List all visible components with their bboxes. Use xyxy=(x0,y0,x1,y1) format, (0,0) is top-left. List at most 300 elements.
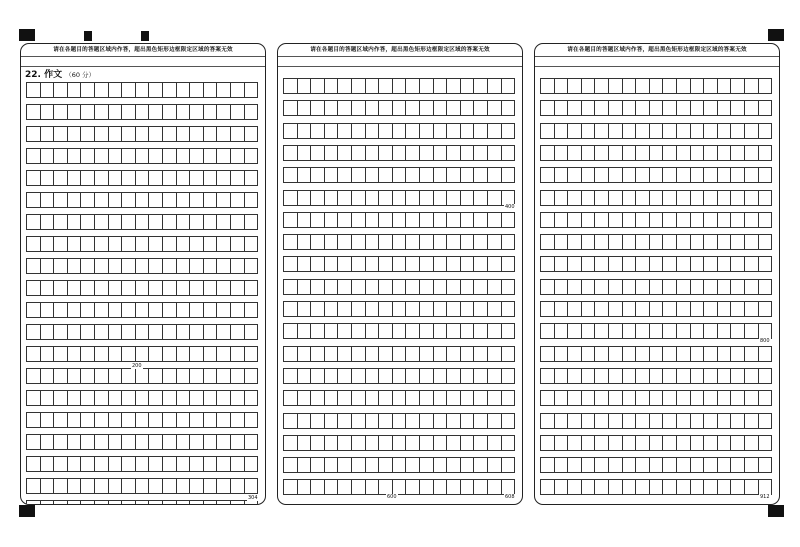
writing-cell[interactable] xyxy=(623,391,637,405)
writing-cell[interactable] xyxy=(136,215,150,229)
writing-cell[interactable] xyxy=(420,146,434,160)
writing-cell[interactable] xyxy=(582,191,596,205)
writing-cell[interactable] xyxy=(461,101,475,115)
writing-cell[interactable] xyxy=(27,215,41,229)
writing-cell[interactable] xyxy=(731,191,745,205)
writing-cell[interactable] xyxy=(663,347,677,361)
writing-cell[interactable] xyxy=(366,213,380,227)
writing-cell[interactable] xyxy=(474,414,488,428)
writing-cell[interactable] xyxy=(434,280,448,294)
writing-cell[interactable] xyxy=(27,83,41,97)
writing-cell[interactable] xyxy=(731,79,745,93)
writing-cell[interactable] xyxy=(731,213,745,227)
writing-cell[interactable] xyxy=(352,168,366,182)
writing-cell[interactable] xyxy=(204,457,218,471)
writing-cell[interactable] xyxy=(122,215,136,229)
writing-cell[interactable] xyxy=(284,191,298,205)
writing-cell[interactable] xyxy=(245,149,258,163)
writing-cell[interactable] xyxy=(663,146,677,160)
writing-cell[interactable] xyxy=(582,480,596,494)
writing-cell[interactable] xyxy=(204,215,218,229)
writing-cell[interactable] xyxy=(41,501,55,505)
writing-cell[interactable] xyxy=(636,101,650,115)
writing-cell[interactable] xyxy=(650,414,664,428)
writing-cell[interactable] xyxy=(434,458,448,472)
writing-cell[interactable] xyxy=(136,149,150,163)
writing-cell[interactable] xyxy=(231,127,245,141)
writing-cell[interactable] xyxy=(759,235,772,249)
writing-cell[interactable] xyxy=(568,324,582,338)
writing-cell[interactable] xyxy=(677,101,691,115)
writing-cell[interactable] xyxy=(595,235,609,249)
writing-cell[interactable] xyxy=(136,479,150,493)
writing-cell[interactable] xyxy=(636,280,650,294)
writing-cell[interactable] xyxy=(420,213,434,227)
writing-cell[interactable] xyxy=(759,391,772,405)
writing-cell[interactable] xyxy=(41,435,55,449)
writing-cell[interactable] xyxy=(136,193,150,207)
writing-cell[interactable] xyxy=(81,369,95,383)
writing-cell[interactable] xyxy=(41,149,55,163)
writing-cell[interactable] xyxy=(245,193,258,207)
writing-cell[interactable] xyxy=(177,259,191,273)
writing-cell[interactable] xyxy=(691,280,705,294)
writing-cell[interactable] xyxy=(488,79,502,93)
writing-cell[interactable] xyxy=(95,325,109,339)
writing-cell[interactable] xyxy=(393,191,407,205)
writing-cell[interactable] xyxy=(81,193,95,207)
writing-cell[interactable] xyxy=(136,325,150,339)
writing-cell[interactable] xyxy=(461,458,475,472)
writing-cell[interactable] xyxy=(555,480,569,494)
writing-cell[interactable] xyxy=(745,391,759,405)
writing-cell[interactable] xyxy=(663,280,677,294)
writing-cell[interactable] xyxy=(568,480,582,494)
writing-cell[interactable] xyxy=(474,436,488,450)
writing-cell[interactable] xyxy=(488,436,502,450)
writing-cell[interactable] xyxy=(636,414,650,428)
writing-cell[interactable] xyxy=(759,101,772,115)
writing-cell[interactable] xyxy=(284,369,298,383)
writing-cell[interactable] xyxy=(352,257,366,271)
writing-cell[interactable] xyxy=(204,325,218,339)
writing-cell[interactable] xyxy=(81,303,95,317)
writing-cell[interactable] xyxy=(177,501,191,505)
writing-cell[interactable] xyxy=(245,259,258,273)
writing-cell[interactable] xyxy=(68,105,82,119)
writing-cell[interactable] xyxy=(677,391,691,405)
writing-cell[interactable] xyxy=(122,127,136,141)
writing-cell[interactable] xyxy=(623,347,637,361)
writing-cell[interactable] xyxy=(731,124,745,138)
writing-cell[interactable] xyxy=(745,480,759,494)
writing-cell[interactable] xyxy=(325,124,339,138)
writing-cell[interactable] xyxy=(27,149,41,163)
writing-cell[interactable] xyxy=(204,105,218,119)
writing-cell[interactable] xyxy=(27,171,41,185)
writing-cell[interactable] xyxy=(420,235,434,249)
writing-cell[interactable] xyxy=(745,324,759,338)
writing-cell[interactable] xyxy=(488,458,502,472)
writing-cell[interactable] xyxy=(488,347,502,361)
writing-cell[interactable] xyxy=(474,146,488,160)
writing-cell[interactable] xyxy=(609,257,623,271)
writing-cell[interactable] xyxy=(488,369,502,383)
writing-cell[interactable] xyxy=(488,324,502,338)
writing-cell[interactable] xyxy=(204,193,218,207)
writing-cell[interactable] xyxy=(109,457,123,471)
writing-cell[interactable] xyxy=(623,124,637,138)
writing-cell[interactable] xyxy=(177,391,191,405)
writing-cell[interactable] xyxy=(136,457,150,471)
writing-cell[interactable] xyxy=(677,324,691,338)
writing-cell[interactable] xyxy=(149,83,163,97)
writing-cell[interactable] xyxy=(568,257,582,271)
writing-cell[interactable] xyxy=(284,414,298,428)
writing-cell[interactable] xyxy=(366,235,380,249)
writing-cell[interactable] xyxy=(609,280,623,294)
writing-cell[interactable] xyxy=(149,413,163,427)
writing-cell[interactable] xyxy=(595,480,609,494)
writing-cell[interactable] xyxy=(650,436,664,450)
writing-cell[interactable] xyxy=(284,347,298,361)
writing-cell[interactable] xyxy=(204,501,218,505)
writing-cell[interactable] xyxy=(420,191,434,205)
writing-cell[interactable] xyxy=(745,213,759,227)
writing-cell[interactable] xyxy=(109,325,123,339)
writing-cell[interactable] xyxy=(325,436,339,450)
writing-cell[interactable] xyxy=(663,168,677,182)
writing-cell[interactable] xyxy=(68,281,82,295)
writing-cell[interactable] xyxy=(745,191,759,205)
writing-cell[interactable] xyxy=(582,79,596,93)
writing-cell[interactable] xyxy=(298,414,312,428)
writing-cell[interactable] xyxy=(663,414,677,428)
writing-cell[interactable] xyxy=(745,369,759,383)
writing-cell[interactable] xyxy=(68,501,82,505)
writing-cell[interactable] xyxy=(325,391,339,405)
writing-cell[interactable] xyxy=(609,302,623,316)
writing-cell[interactable] xyxy=(311,146,325,160)
writing-cell[interactable] xyxy=(704,436,718,450)
writing-cell[interactable] xyxy=(406,191,420,205)
writing-cell[interactable] xyxy=(190,303,204,317)
writing-cell[interactable] xyxy=(555,302,569,316)
writing-cell[interactable] xyxy=(338,436,352,450)
writing-cell[interactable] xyxy=(27,193,41,207)
writing-cell[interactable] xyxy=(609,191,623,205)
writing-cell[interactable] xyxy=(434,79,448,93)
writing-cell[interactable] xyxy=(284,480,298,494)
writing-cell[interactable] xyxy=(718,302,732,316)
writing-cell[interactable] xyxy=(338,324,352,338)
writing-cell[interactable] xyxy=(488,146,502,160)
writing-cell[interactable] xyxy=(41,281,55,295)
writing-cell[interactable] xyxy=(393,369,407,383)
writing-cell[interactable] xyxy=(474,257,488,271)
writing-cell[interactable] xyxy=(284,436,298,450)
writing-cell[interactable] xyxy=(663,458,677,472)
writing-cell[interactable] xyxy=(568,280,582,294)
writing-cell[interactable] xyxy=(488,302,502,316)
writing-cell[interactable] xyxy=(745,257,759,271)
writing-cell[interactable] xyxy=(163,215,177,229)
writing-cell[interactable] xyxy=(393,124,407,138)
writing-cell[interactable] xyxy=(298,391,312,405)
writing-cell[interactable] xyxy=(718,191,732,205)
writing-cell[interactable] xyxy=(691,213,705,227)
writing-cell[interactable] xyxy=(284,257,298,271)
writing-cell[interactable] xyxy=(231,391,245,405)
writing-cell[interactable] xyxy=(68,347,82,361)
writing-cell[interactable] xyxy=(41,325,55,339)
writing-cell[interactable] xyxy=(325,213,339,227)
writing-cell[interactable] xyxy=(81,435,95,449)
writing-cell[interactable] xyxy=(231,501,245,505)
writing-cell[interactable] xyxy=(54,237,68,251)
writing-cell[interactable] xyxy=(555,280,569,294)
writing-cell[interactable] xyxy=(68,369,82,383)
writing-cell[interactable] xyxy=(650,391,664,405)
writing-cell[interactable] xyxy=(393,280,407,294)
writing-cell[interactable] xyxy=(298,347,312,361)
writing-cell[interactable] xyxy=(582,369,596,383)
writing-cell[interactable] xyxy=(54,413,68,427)
writing-cell[interactable] xyxy=(95,105,109,119)
writing-cell[interactable] xyxy=(650,369,664,383)
writing-cell[interactable] xyxy=(149,369,163,383)
writing-cell[interactable] xyxy=(41,171,55,185)
writing-cell[interactable] xyxy=(298,302,312,316)
writing-cell[interactable] xyxy=(718,101,732,115)
writing-cell[interactable] xyxy=(461,347,475,361)
writing-cell[interactable] xyxy=(81,259,95,273)
writing-cell[interactable] xyxy=(461,257,475,271)
writing-cell[interactable] xyxy=(568,391,582,405)
writing-cell[interactable] xyxy=(677,146,691,160)
writing-cell[interactable] xyxy=(623,302,637,316)
writing-cell[interactable] xyxy=(325,168,339,182)
writing-cell[interactable] xyxy=(759,347,772,361)
writing-cell[interactable] xyxy=(609,391,623,405)
writing-cell[interactable] xyxy=(325,369,339,383)
writing-cell[interactable] xyxy=(650,146,664,160)
writing-cell[interactable] xyxy=(379,458,393,472)
writing-cell[interactable] xyxy=(704,347,718,361)
writing-cell[interactable] xyxy=(677,124,691,138)
writing-cell[interactable] xyxy=(623,101,637,115)
writing-cell[interactable] xyxy=(136,281,150,295)
writing-cell[interactable] xyxy=(691,436,705,450)
writing-cell[interactable] xyxy=(677,168,691,182)
writing-cell[interactable] xyxy=(325,79,339,93)
writing-cell[interactable] xyxy=(677,257,691,271)
writing-cell[interactable] xyxy=(541,235,555,249)
writing-cell[interactable] xyxy=(502,101,515,115)
writing-cell[interactable] xyxy=(447,213,461,227)
writing-cell[interactable] xyxy=(245,457,258,471)
writing-cell[interactable] xyxy=(204,127,218,141)
writing-cell[interactable] xyxy=(663,324,677,338)
writing-cell[interactable] xyxy=(149,259,163,273)
writing-cell[interactable] xyxy=(284,124,298,138)
writing-cell[interactable] xyxy=(474,324,488,338)
writing-cell[interactable] xyxy=(595,280,609,294)
writing-cell[interactable] xyxy=(27,325,41,339)
writing-cell[interactable] xyxy=(177,237,191,251)
writing-cell[interactable] xyxy=(718,480,732,494)
writing-cell[interactable] xyxy=(177,413,191,427)
writing-cell[interactable] xyxy=(149,391,163,405)
writing-cell[interactable] xyxy=(488,391,502,405)
writing-cell[interactable] xyxy=(447,101,461,115)
writing-cell[interactable] xyxy=(609,168,623,182)
writing-cell[interactable] xyxy=(677,235,691,249)
writing-cell[interactable] xyxy=(95,171,109,185)
writing-cell[interactable] xyxy=(163,347,177,361)
writing-cell[interactable] xyxy=(677,79,691,93)
writing-cell[interactable] xyxy=(54,457,68,471)
writing-cell[interactable] xyxy=(488,191,502,205)
writing-cell[interactable] xyxy=(122,413,136,427)
writing-cell[interactable] xyxy=(298,146,312,160)
writing-cell[interactable] xyxy=(298,101,312,115)
writing-cell[interactable] xyxy=(325,302,339,316)
writing-cell[interactable] xyxy=(204,259,218,273)
writing-cell[interactable] xyxy=(663,369,677,383)
writing-cell[interactable] xyxy=(691,458,705,472)
writing-cell[interactable] xyxy=(122,281,136,295)
writing-cell[interactable] xyxy=(245,413,258,427)
writing-cell[interactable] xyxy=(393,414,407,428)
writing-cell[interactable] xyxy=(759,191,772,205)
writing-cell[interactable] xyxy=(636,79,650,93)
writing-cell[interactable] xyxy=(311,302,325,316)
writing-cell[interactable] xyxy=(27,457,41,471)
writing-cell[interactable] xyxy=(190,325,204,339)
writing-cell[interactable] xyxy=(434,191,448,205)
writing-cell[interactable] xyxy=(488,101,502,115)
writing-cell[interactable] xyxy=(555,391,569,405)
writing-cell[interactable] xyxy=(163,171,177,185)
writing-cell[interactable] xyxy=(502,369,515,383)
writing-cell[interactable] xyxy=(474,79,488,93)
writing-cell[interactable] xyxy=(447,146,461,160)
writing-cell[interactable] xyxy=(245,127,258,141)
writing-cell[interactable] xyxy=(704,391,718,405)
writing-cell[interactable] xyxy=(663,124,677,138)
writing-cell[interactable] xyxy=(122,501,136,505)
writing-cell[interactable] xyxy=(555,124,569,138)
writing-cell[interactable] xyxy=(461,436,475,450)
writing-cell[interactable] xyxy=(447,414,461,428)
writing-cell[interactable] xyxy=(54,479,68,493)
writing-cell[interactable] xyxy=(379,369,393,383)
writing-cell[interactable] xyxy=(677,213,691,227)
writing-cell[interactable] xyxy=(122,479,136,493)
writing-cell[interactable] xyxy=(406,280,420,294)
writing-cell[interactable] xyxy=(231,259,245,273)
writing-cell[interactable] xyxy=(338,213,352,227)
writing-cell[interactable] xyxy=(541,369,555,383)
writing-cell[interactable] xyxy=(568,79,582,93)
writing-cell[interactable] xyxy=(190,215,204,229)
writing-cell[interactable] xyxy=(54,127,68,141)
writing-cell[interactable] xyxy=(163,303,177,317)
writing-cell[interactable] xyxy=(704,414,718,428)
writing-cell[interactable] xyxy=(177,193,191,207)
writing-cell[interactable] xyxy=(663,79,677,93)
writing-cell[interactable] xyxy=(366,79,380,93)
writing-cell[interactable] xyxy=(352,414,366,428)
writing-cell[interactable] xyxy=(122,105,136,119)
writing-cell[interactable] xyxy=(311,391,325,405)
writing-cell[interactable] xyxy=(163,369,177,383)
writing-cell[interactable] xyxy=(217,325,231,339)
writing-cell[interactable] xyxy=(379,168,393,182)
writing-cell[interactable] xyxy=(718,213,732,227)
writing-cell[interactable] xyxy=(217,391,231,405)
writing-cell[interactable] xyxy=(284,324,298,338)
writing-cell[interactable] xyxy=(122,303,136,317)
writing-cell[interactable] xyxy=(338,101,352,115)
writing-cell[interactable] xyxy=(245,501,258,505)
writing-cell[interactable] xyxy=(41,105,55,119)
writing-cell[interactable] xyxy=(677,347,691,361)
writing-cell[interactable] xyxy=(54,501,68,505)
writing-cell[interactable] xyxy=(447,324,461,338)
writing-cell[interactable] xyxy=(149,303,163,317)
writing-cell[interactable] xyxy=(109,391,123,405)
writing-cell[interactable] xyxy=(541,480,555,494)
writing-cell[interactable] xyxy=(406,168,420,182)
writing-cell[interactable] xyxy=(217,105,231,119)
writing-cell[interactable] xyxy=(704,280,718,294)
writing-cell[interactable] xyxy=(177,215,191,229)
writing-cell[interactable] xyxy=(393,168,407,182)
writing-cell[interactable] xyxy=(759,124,772,138)
writing-cell[interactable] xyxy=(136,105,150,119)
writing-cell[interactable] xyxy=(555,213,569,227)
writing-cell[interactable] xyxy=(217,501,231,505)
writing-cell[interactable] xyxy=(177,83,191,97)
writing-cell[interactable] xyxy=(650,191,664,205)
writing-cell[interactable] xyxy=(595,324,609,338)
writing-cell[interactable] xyxy=(759,79,772,93)
writing-cell[interactable] xyxy=(379,480,393,494)
writing-cell[interactable] xyxy=(68,303,82,317)
writing-cell[interactable] xyxy=(555,168,569,182)
writing-cell[interactable] xyxy=(447,235,461,249)
writing-cell[interactable] xyxy=(379,101,393,115)
writing-cell[interactable] xyxy=(95,457,109,471)
writing-cell[interactable] xyxy=(636,146,650,160)
writing-cell[interactable] xyxy=(636,458,650,472)
writing-cell[interactable] xyxy=(54,303,68,317)
writing-cell[interactable] xyxy=(677,369,691,383)
writing-cell[interactable] xyxy=(406,480,420,494)
writing-cell[interactable] xyxy=(704,257,718,271)
writing-cell[interactable] xyxy=(434,101,448,115)
writing-cell[interactable] xyxy=(81,149,95,163)
writing-cell[interactable] xyxy=(284,458,298,472)
writing-cell[interactable] xyxy=(420,391,434,405)
writing-cell[interactable] xyxy=(231,325,245,339)
writing-cell[interactable] xyxy=(68,237,82,251)
writing-cell[interactable] xyxy=(245,391,258,405)
writing-cell[interactable] xyxy=(311,369,325,383)
writing-cell[interactable] xyxy=(177,281,191,295)
